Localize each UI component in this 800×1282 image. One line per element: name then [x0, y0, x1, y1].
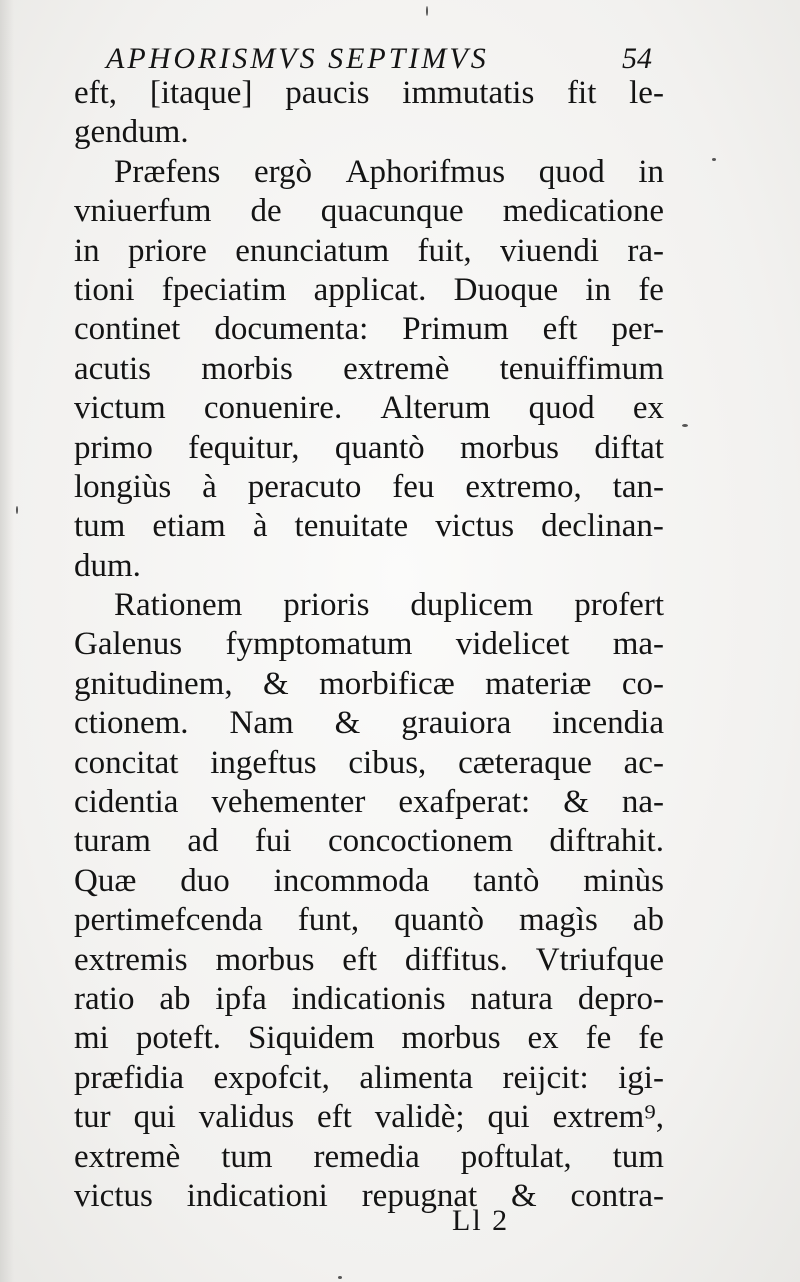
text-line: pertimefcenda funt, quantò magìs ab [74, 902, 664, 939]
ink-speck [712, 158, 716, 161]
text-line: Rationem prioris duplicem profert [114, 587, 664, 624]
text-line: turam ad fui concoctionem diftrahit. [74, 823, 664, 860]
text-line: cidentia vehementer exafperat: & na- [74, 784, 664, 821]
text-line: Præfens ergò Aphorifmus quod in [114, 153, 664, 190]
text-line: victum conuenire. Alterum quod ex [74, 390, 664, 427]
text-line: eft, [itaque] paucis immutatis fit le- [74, 75, 664, 111]
text-line: tum etiam à tenuitate victus declinan- [74, 508, 664, 545]
body-text [74, 74, 664, 1216]
text-line: victus indicationi repugnat & contra- [74, 1177, 664, 1214]
text-line: gendum. [74, 114, 189, 151]
text-line: acutis morbis extremè tenuiffimum [74, 350, 664, 387]
text-line: ratio ab ipfa indicationis natura depro- [74, 980, 664, 1017]
text-line: primo fequitur, quantò morbus diftat [74, 429, 664, 466]
running-head: APHORISMVS SEPTIMVS [106, 42, 489, 75]
text-line: extremè tum remedia poftulat, tum [74, 1138, 664, 1175]
ink-speck [338, 1276, 342, 1279]
text-line: tioni fpeciatim applicat. Duoque in fe [74, 271, 664, 308]
text-line: extremis morbus eft diffitus. Vtriufque [74, 941, 664, 978]
text-line: vniuerfum de quacunque medicatione [74, 193, 664, 230]
text-line: continet documenta: Primum eft per- [74, 311, 664, 348]
text-line: longiùs à peracuto feu extremo, tan- [74, 468, 664, 505]
page-edge-shadow [0, 0, 14, 1282]
text-line: gnitudinem, & morbificæ materiæ co- [74, 665, 664, 702]
text-line: tur qui validus eft validè; qui extrem⁹, [74, 1099, 664, 1136]
ink-speck [426, 6, 428, 16]
text-line: dum. [74, 547, 141, 584]
text-line: Galenus fymptomatum videlicet ma- [74, 626, 664, 663]
page-number: 54 [622, 42, 652, 75]
text-line: concitat ingeftus cibus, cæteraque ac- [74, 744, 664, 781]
text-line: ctionem. Nam & grauiora incendia [74, 705, 664, 742]
ink-speck [16, 506, 18, 514]
text-line: Quæ duo incommoda tantò minùs [74, 862, 664, 899]
text-line: in priore enunciatum fuit, viuendi ra- [74, 232, 664, 269]
ink-speck [682, 424, 688, 427]
text-line: mi poteft. Siquidem morbus ex fe fe [74, 1020, 664, 1057]
signature-mark: Ll 2 [452, 1204, 510, 1237]
text-line: præfidia expofcit, alimenta reijcit: igi- [74, 1059, 664, 1096]
